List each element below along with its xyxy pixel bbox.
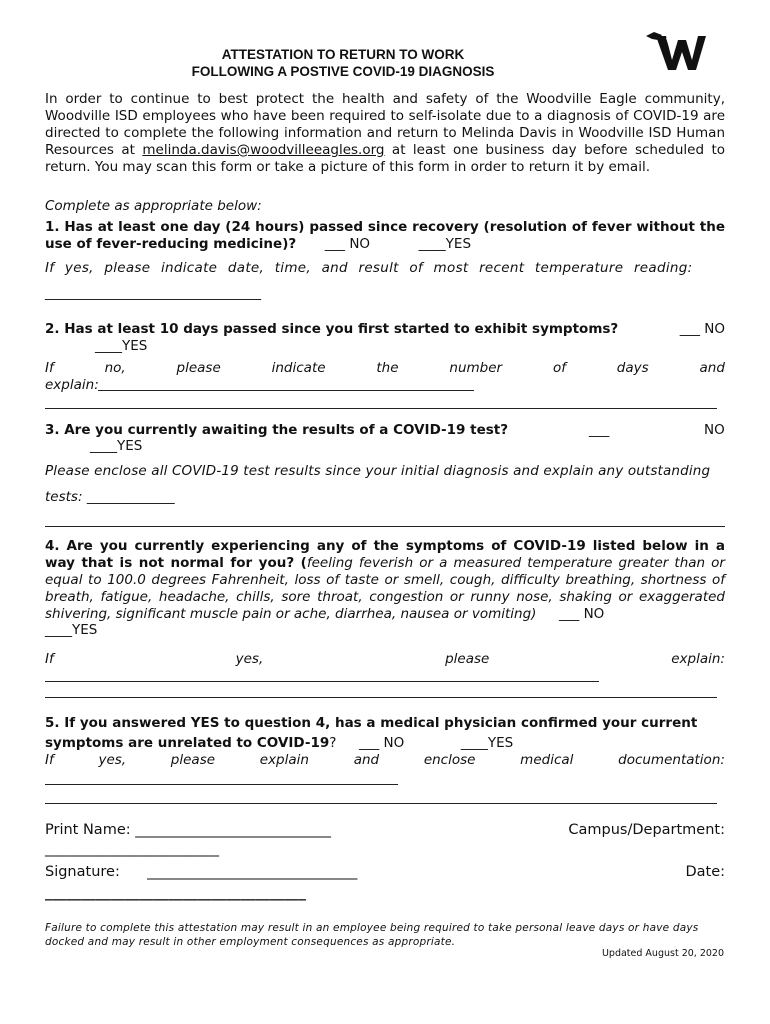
question-3-followup: Please enclose all COVID-19 test results since your initial diagnosis and explain any outstanding [45,463,711,479]
q3-explain-line[interactable] [45,526,725,527]
q5-explain-line-2[interactable] [45,803,717,804]
updated-date: Updated August 20, 2020 [601,948,724,959]
q1-yes-option[interactable]: ____YES [418,236,472,252]
signature-row [45,863,725,881]
q2-yes-option[interactable]: ____YES [95,338,148,354]
q5-qmark: ? [329,735,337,751]
q4-explain-line-1[interactable] [45,681,599,682]
question-4-followup [45,650,725,668]
q4-word: please [445,651,490,667]
q3-tests-label: tests: [45,489,83,505]
print-name-label: Print Name: [45,822,131,838]
q2-word: indicate [271,360,326,376]
q2-explain-blank[interactable] [98,390,474,391]
q1-followup-text: If yes, please indicate date, time, and result of most recent temperature reading: [45,260,693,276]
q1-no-option[interactable]: ___ NO [324,236,371,252]
footer-note: Failure to complete this attestation may result in an employee being required to take personal leave days or have days docked and may result in other employment consequences as appropriate. [45,922,699,948]
q3-tests-blank[interactable]: _____________ [86,489,175,505]
q2-no-option[interactable]: ___ NO [679,321,725,337]
question-1-text: 1. Has at least one day (24 hours) passed since recovery (resolution of fever without the use of fever-reducing medicine)? [45,219,725,252]
q4-word: yes, [235,651,264,667]
q2-word: days [616,360,649,376]
date-label: Date: [685,864,725,880]
q2-word: no, [104,360,126,376]
q2-word: If [45,360,54,376]
q5-word: medical [520,752,574,768]
date-field[interactable]: ____________________________________ [45,885,306,901]
q2-explain-label: explain: [45,377,99,393]
print-name-row [45,821,725,839]
q2-explain-line-2[interactable] [45,408,717,409]
intro-text-end: at least one business day before scheduled to return. You may scan this form or take a picture of this form in order to return it by email. [45,142,725,175]
q2-word: of [552,360,566,376]
q2-word: the [376,360,399,376]
intro-text: In order to continue to best protect the health and safety of the Woodville Eagle community, Woodville ISD employees who have been required to self-isolate due to a diagnosis of COVID-19 are directed to complete the following information and return to Melinda Davis in Woodville ISD Human Resources at [45,91,725,158]
q5-explain-line-1[interactable] [45,784,398,785]
question-4-text: 4. Are you currently experiencing any of the symptoms of COVID-19 listed below in a way that is not normal for you? ( [45,538,725,571]
q4-no-option[interactable]: ___ NO [559,606,605,622]
question-5-text: 5. If you answered YES to question 4, has a medical physician confirmed your current symptoms are unrelated to COVID-19 [45,715,698,751]
question-5-followup [45,751,725,769]
q5-yes-option[interactable]: ____YES [460,735,514,751]
campus-department-label: Campus/Department: [568,822,725,838]
instructions: Complete as appropriate below: [45,198,262,214]
question-2-followup [45,359,725,377]
signature-field[interactable]: _____________________________ [147,864,358,880]
email-link[interactable]: melinda.davis@woodvilleeagles.org [142,142,385,158]
signature-label: Signature: [45,864,120,880]
q4-word: explain: [671,651,725,667]
print-name-field[interactable]: ___________________________ [135,822,331,838]
page-title: ATTESTATION TO RETURN TO WORK [221,47,465,62]
page-subtitle: FOLLOWING A POSTIVE COVID-19 DIAGNOSIS [191,64,495,79]
q5-word: enclose [423,752,476,768]
question-4-symptoms: feeling feverish or a measured temperature greater than or equal to 100.0 degrees Fahrenheit, loss of taste or smell, cough, difficulty breathing, shortness of breath, fatigue, headache, chills, sore throat, congestion or runny nose, shaking or exaggerated shivering, significant muscle pain or ache, diarrhea, nausea or vomiting) [45,555,725,622]
question-2 [45,320,725,338]
q2-word: and [699,360,725,376]
q3-yes-option[interactable]: ____YES [90,438,143,454]
campus-department-field[interactable]: ________________________ [45,841,219,857]
q4-word: If [45,651,54,667]
question-5 [45,713,725,753]
question-2-text: 2. Has at least 10 days passed since you first started to exhibit symptoms? [45,321,619,337]
q5-word: please [170,752,216,768]
q5-word: explain [259,752,309,768]
q4-yes-option[interactable]: ____YES [45,622,98,638]
intro-paragraph [45,91,725,176]
q5-word: documentation: [618,752,725,768]
q5-no-option[interactable]: ___ NO [359,735,405,751]
q3-tests-row [45,488,725,506]
q5-word: and [353,752,380,768]
question-4 [45,538,725,623]
q2-word: number [449,360,503,376]
q5-word: If [45,752,54,768]
q3-no-blank[interactable]: ___ [589,422,610,438]
question-3-text: 3. Are you currently awaiting the results of a COVID-19 test? [45,422,509,438]
q5-word: yes, [98,752,127,768]
q3-no-option[interactable]: NO [704,422,725,438]
question-1-followup [45,259,725,277]
q4-explain-line-2[interactable] [45,697,717,698]
q2-word: please [176,360,221,376]
q1-answer-blank[interactable]: ________________________________ [45,285,261,301]
question-1 [45,219,725,253]
